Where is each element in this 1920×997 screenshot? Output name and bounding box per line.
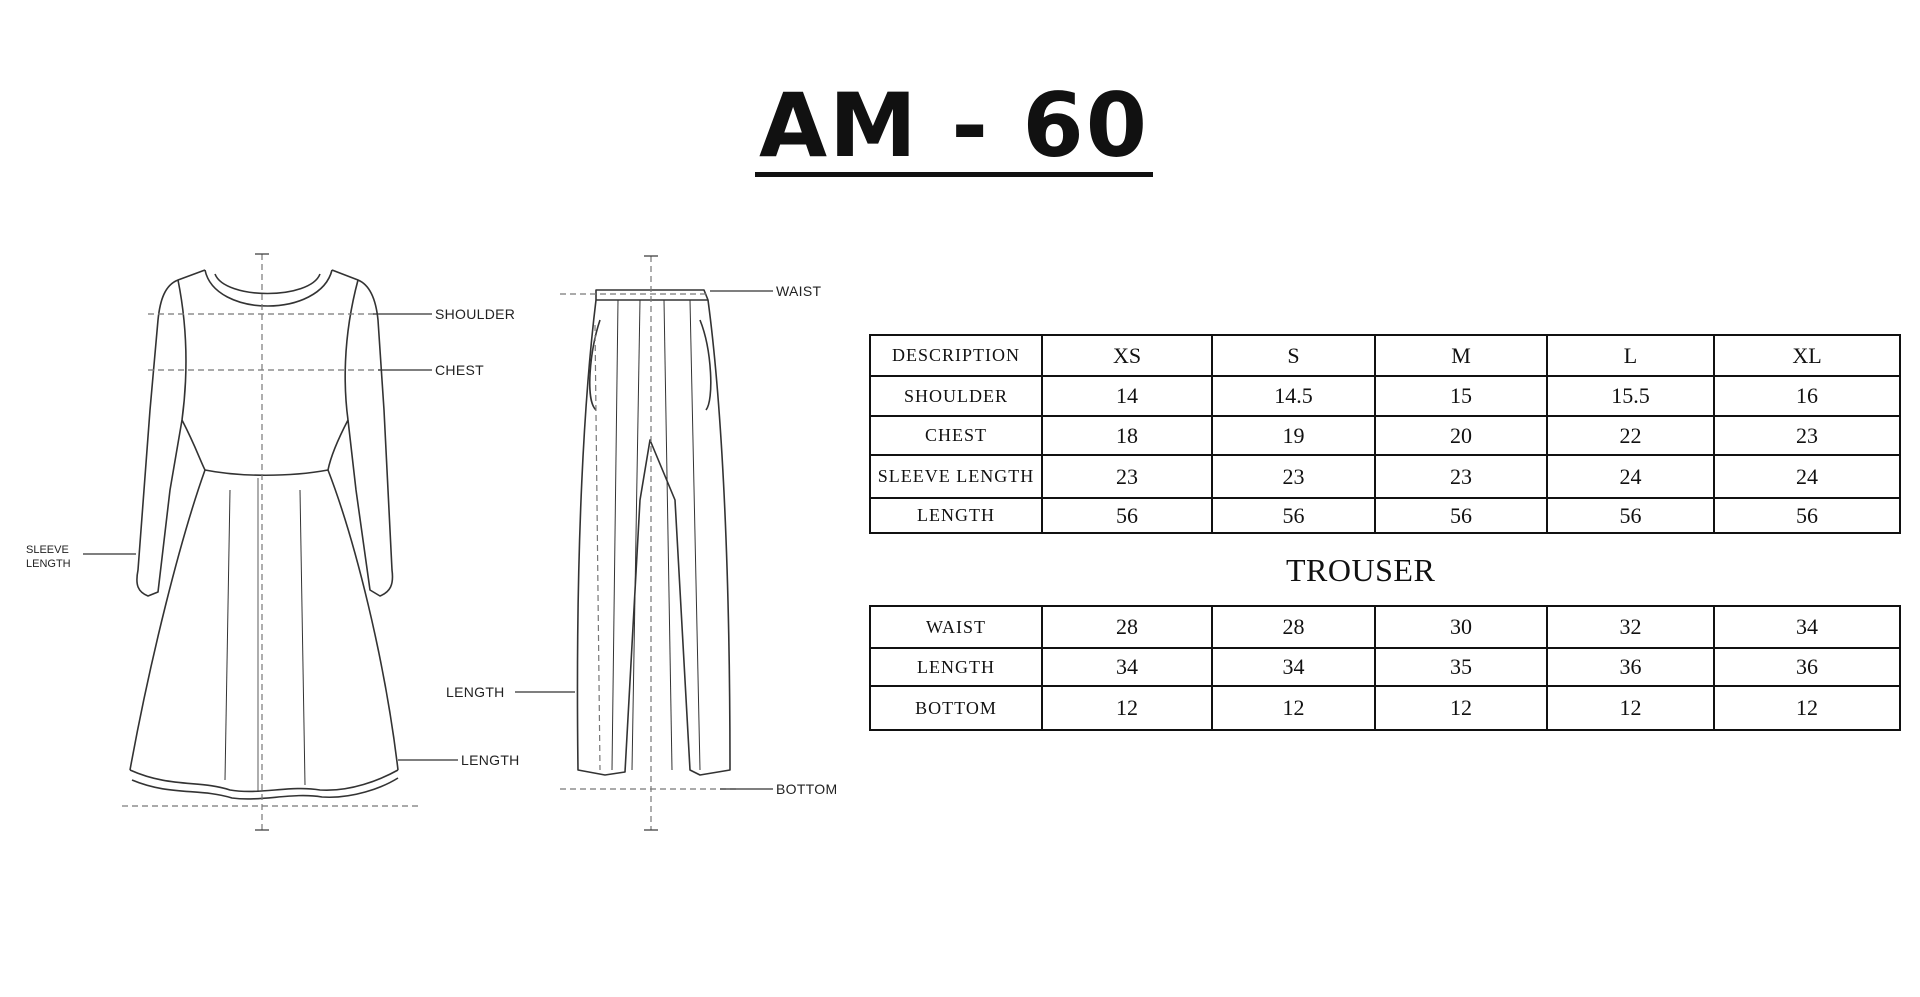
table-row: [870, 686, 1900, 730]
label-sleeve-length-2: LENGTH: [26, 558, 71, 570]
row-label: LENGTH: [870, 498, 1042, 533]
table-cell: 56: [1547, 498, 1714, 533]
table-cell: 24: [1714, 455, 1900, 498]
trouser-sketch: [577, 290, 730, 775]
table-row: [870, 498, 1900, 533]
row-label: BOTTOM: [870, 686, 1042, 730]
table-cell: 23: [1042, 455, 1212, 498]
garment-diagram: [0, 240, 860, 840]
row-label: WAIST: [870, 606, 1042, 648]
label-waist: WAIST: [776, 283, 822, 299]
table-cell: 12: [1212, 686, 1375, 730]
row-label: LENGTH: [870, 648, 1042, 686]
table-cell: 28: [1212, 606, 1375, 648]
dress-sketch: [130, 270, 398, 799]
table-row: [870, 376, 1900, 416]
table-cell: 56: [1714, 498, 1900, 533]
trouser-size-table: [869, 605, 1901, 731]
table-cell: 14: [1042, 376, 1212, 416]
table-cell: 36: [1714, 648, 1900, 686]
dress-measure-lines: [122, 254, 422, 830]
table-cell: 56: [1042, 498, 1212, 533]
table-cell: 14.5: [1212, 376, 1375, 416]
table-cell: 56: [1212, 498, 1375, 533]
trouser-measure-ticks: [515, 256, 773, 830]
shirt-size-table: [869, 334, 1901, 534]
label-shoulder: SHOULDER: [435, 306, 516, 322]
row-label: SLEEVE LENGTH: [870, 455, 1042, 498]
table-cell: 12: [1714, 686, 1900, 730]
table-row: [870, 455, 1900, 498]
table-cell: 23: [1375, 455, 1547, 498]
header-cell: XL: [1714, 335, 1900, 376]
table-cell: 19: [1212, 416, 1375, 455]
header-cell: L: [1547, 335, 1714, 376]
table-cell: 23: [1212, 455, 1375, 498]
row-label: SHOULDER: [870, 376, 1042, 416]
table-cell: 12: [1547, 686, 1714, 730]
page-title: [0, 74, 1920, 177]
table-row: [870, 606, 1900, 648]
table-cell: 56: [1375, 498, 1547, 533]
label-chest: CHEST: [435, 362, 484, 378]
table-cell: 22: [1547, 416, 1714, 455]
table-cell: 12: [1042, 686, 1212, 730]
title-text: AM - 60: [755, 82, 1153, 177]
table-cell: 15.5: [1547, 376, 1714, 416]
header-cell: S: [1212, 335, 1375, 376]
table-header-row: [870, 335, 1900, 376]
table-cell: 15: [1375, 376, 1547, 416]
table-cell: 32: [1547, 606, 1714, 648]
table-cell: 24: [1547, 455, 1714, 498]
table-cell: 18: [1042, 416, 1212, 455]
header-cell: M: [1375, 335, 1547, 376]
table-cell: 30: [1375, 606, 1547, 648]
table-cell: 12: [1375, 686, 1547, 730]
table-row: [870, 416, 1900, 455]
table-cell: 34: [1714, 606, 1900, 648]
label-bottom: BOTTOM: [776, 781, 838, 797]
dress-measure-ticks: [83, 254, 458, 830]
table-cell: 20: [1375, 416, 1547, 455]
table-row: [870, 648, 1900, 686]
label-sleeve-length-1: SLEEVE: [26, 544, 69, 556]
header-cell: XS: [1042, 335, 1212, 376]
trouser-heading: TROUSER: [1286, 552, 1436, 588]
label-trouser-length: LENGTH: [446, 684, 505, 700]
label-dress-length: LENGTH: [461, 752, 520, 768]
table-cell: 36: [1547, 648, 1714, 686]
table-cell: 34: [1212, 648, 1375, 686]
table-cell: 23: [1714, 416, 1900, 455]
header-cell: DESCRIPTION: [870, 335, 1042, 376]
table-cell: 35: [1375, 648, 1547, 686]
row-label: CHEST: [870, 416, 1042, 455]
table-cell: 34: [1042, 648, 1212, 686]
table-cell: 28: [1042, 606, 1212, 648]
table-cell: 16: [1714, 376, 1900, 416]
